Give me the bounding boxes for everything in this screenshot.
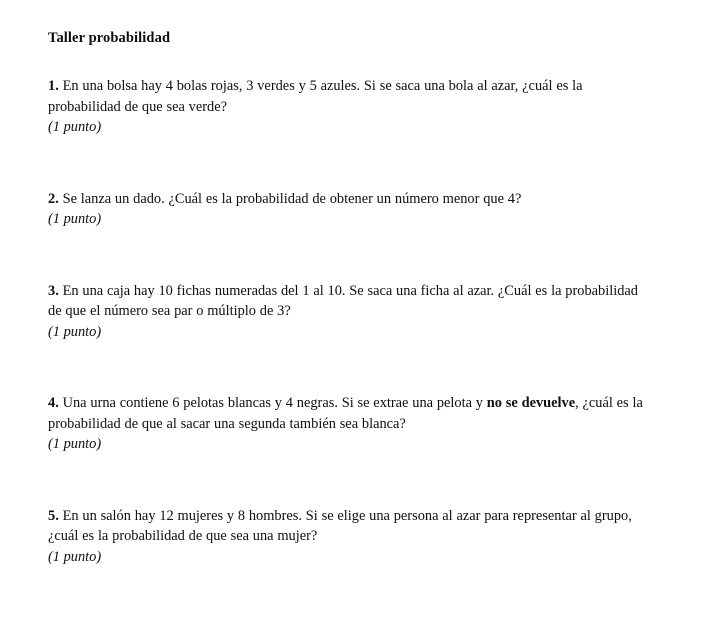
question-number: 5.	[48, 507, 59, 524]
question-text	[48, 506, 654, 547]
question-number: 3.	[48, 282, 59, 299]
page-title: Taller probabilidad	[48, 30, 171, 46]
question-item	[48, 393, 654, 455]
question-body-before: Se lanza un dado. ¿Cuál es la probabilidad de obtener un número menor que 4?	[58, 190, 522, 207]
questions-list	[48, 76, 660, 567]
question-body-before: Una urna contiene 6 pelotas blancas y 4 negras. Si se extrae una pelota y	[58, 395, 487, 411]
question-text	[48, 281, 654, 322]
question-points: (1 punto)	[48, 323, 102, 340]
question-item	[48, 189, 654, 230]
question-item	[48, 281, 654, 343]
question-body-before: En una bolsa hay 4 bolas rojas, 3 verdes y 5 azules. Si se saca una bola al azar, ¿cuál es la probabilidad de que sea verde?	[48, 78, 583, 115]
question-points: (1 punto)	[48, 436, 102, 452]
question-number: 4.	[48, 395, 59, 411]
question-points: (1 punto)	[48, 119, 102, 135]
question-body-before: En una caja hay 10 fichas numeradas del 1 al 10. Se saca una ficha al azar. ¿Cuál es la probabilidad de que el número sea par o múltiplo de 3?	[48, 282, 638, 319]
question-number: 2.	[48, 190, 59, 207]
question-emphasis: no se devuelve	[486, 395, 576, 411]
question-text	[48, 393, 654, 434]
question-points: (1 punto)	[48, 211, 102, 227]
question-item	[48, 506, 654, 568]
question-number: 1.	[48, 78, 59, 94]
question-item	[48, 76, 654, 138]
question-text	[48, 189, 654, 210]
question-body-before: En un salón hay 12 mujeres y 8 hombres. Si se elige una persona al azar para representar al grupo, ¿cuál es la probabilidad de que sea una mujer?	[48, 507, 632, 544]
question-points: (1 punto)	[48, 548, 102, 565]
question-body-after: , ¿cuál es la probabilidad de que al sacar una segunda también sea blanca?	[48, 395, 643, 432]
question-text	[48, 76, 654, 117]
